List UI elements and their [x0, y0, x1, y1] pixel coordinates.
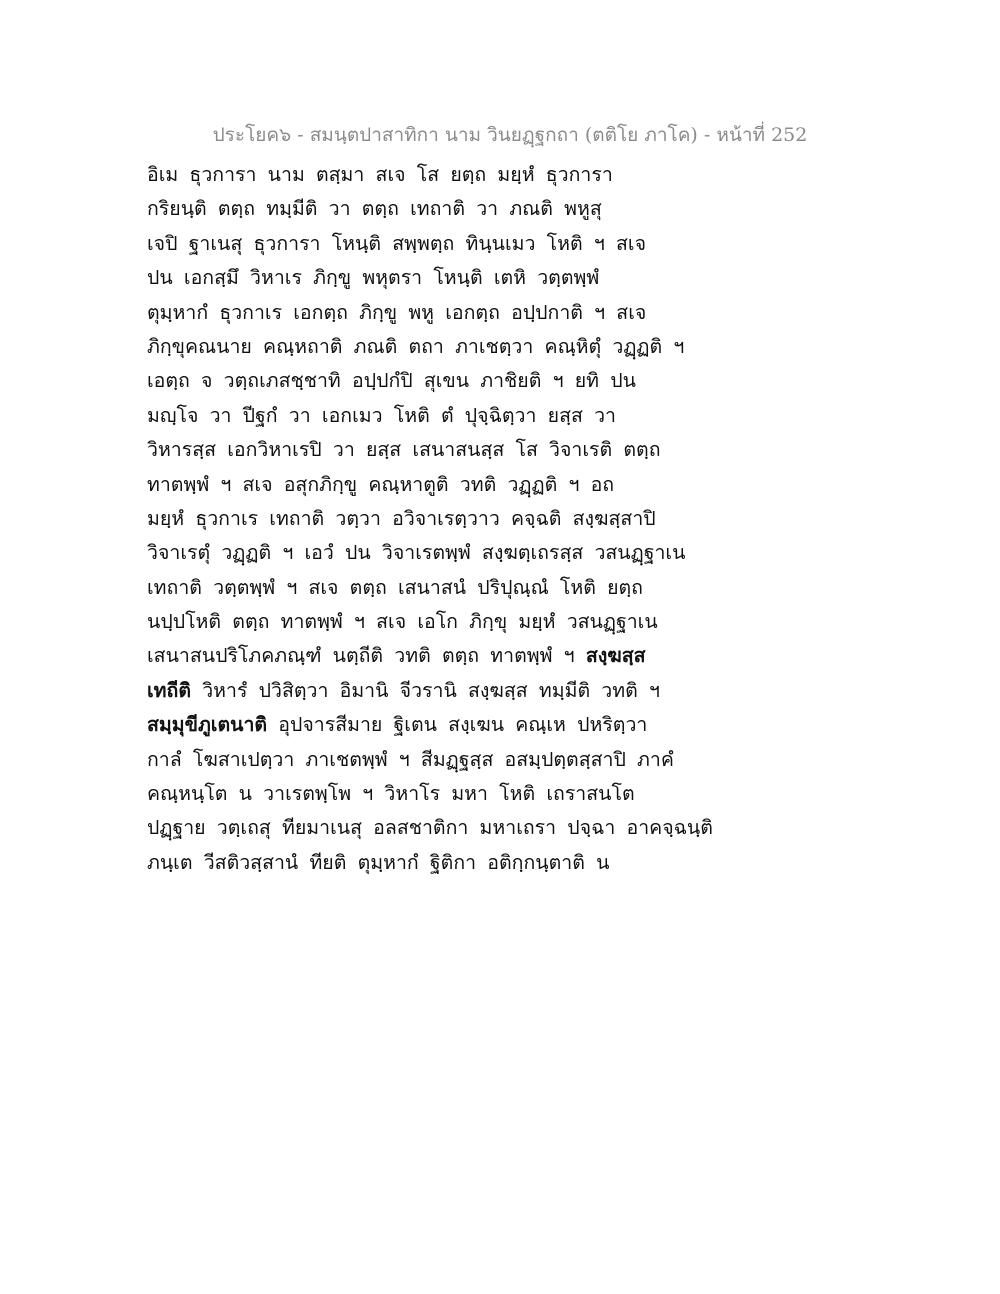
text-line: นปฺปโหติ ตตฺถ ทาตพฺพํ ฯ สเจ เอโก ภิกฺขุ มยฺหํ วสนฏฺฐาเน — [147, 610, 658, 634]
text-line: สมฺมุขีภูเตนาติ อุปจารสีมาย ฐิเตน สงฺเฆน คณฺเห ปหริตฺวา — [147, 713, 648, 737]
text-line: มยฺหํ ธุวกาเร เทถาติ วตฺวา อวิจาเรตฺวาว คจฺฉติ สงฺฆสฺสาปิ — [147, 506, 656, 530]
text-line: ปฏฺฐาย วตฺเถสุ ทียมาเนสุ อลสชาติกา มหาเถรา ปจฺฉา อาคจฺฉนฺติ — [147, 816, 713, 840]
bold-term: เทถีติ — [147, 678, 191, 702]
text-line: อิเม ธุวการา นาม ตสฺมา สเจ โส ยตฺถ มยฺหํ ธุวการา — [147, 163, 613, 186]
text-line: เสนาสนปริโภคภณฺฑํ นตฺถีติ วทติ ตตฺถ ทาตพฺพํ ฯ สงฺฆสฺส — [147, 644, 646, 668]
text-line: เอตฺถ จ วตฺถเภสชฺชาทิ อปฺปกํปิ สุเขน ภาชิยติ ฯ ยทิ ปน — [147, 369, 636, 393]
text-line: เจปิ ฐาเนสุ ธุวการา โหนฺติ สพฺพตฺถ ทินฺนเมว โหติ ฯ สเจ — [147, 231, 647, 255]
text-line: ภิกฺขุคณนาย คณฺหถาติ ภณติ ตถา ภาเชตฺวา คณฺหิตุํ วฏฺฏติ ฯ — [147, 334, 685, 358]
text-line: ทาตพฺพํ ฯ สเจ อสุกภิกฺขู คณฺหาตูติ วทติ วฏฺฏติ ฯ อถ — [147, 472, 615, 496]
text-line: กาลํ โฆสาเปตฺวา ภาเชตพฺพํ ฯ สีมฏฺฐสฺส อสมฺปตฺตสฺสาปิ ภาคํ — [147, 747, 674, 771]
text-line: ปน เอกสฺมึ วิหาเร ภิกฺขู พหุตรา โหนฺติ เตหิ วตฺตพฺพํ — [147, 266, 600, 290]
text-line: วิจาเรตุํ วฏฺฏติ ฯ เอวํ ปน วิจาเรตพฺพํ สงฺฆตฺเถรสฺส วสนฏฺฐาเน — [147, 541, 686, 565]
text-line: เทถาติ วตฺตพฺพํ ฯ สเจ ตตฺถ เสนาสนํ ปริปุณฺณํ โหติ ยตฺถ — [147, 575, 643, 599]
text-line: กริยนฺติ ตตฺถ ทมฺมีติ วา ตตฺถ เทถาติ วา ภณติ พหูสุ — [147, 197, 602, 221]
running-header: ประโยค๖ - สมนฺตปาสาทิกา นาม วินยฏฺฐกถา (ตติโย ภาโค) - หน้าที่ 252 — [212, 124, 808, 146]
text-line: คณฺหนฺโต น วาเรตพฺโพ ฯ วิหาโร มหา โหติ เถราสนโต — [147, 782, 635, 806]
text-line: เทถีติ วิหารํ ปวิสิตฺวา อิมานิ จีวรานิ สงฺฆสฺส ทมฺมีติ วทติ ฯ — [147, 678, 660, 702]
bold-term: สมฺมุขีภูเตนาติ — [147, 713, 268, 737]
body-text — [147, 158, 713, 880]
text-line: วิหารสฺส เอกวิหาเรปิ วา ยสฺส เสนาสนสฺส โส วิจาเรติ ตตฺถ — [147, 438, 661, 462]
bold-term: สงฺฆสฺส — [585, 644, 646, 668]
text-line: มญฺโจ วา ปีฐกํ วา เอกเมว โหติ ตํ ปุจฺฉิตฺวา ยสฺส วา — [147, 403, 616, 427]
text-line: ตุมฺหากํ ธุวกาเร เอกตฺถ ภิกฺขู พหู เอกตฺถ อปฺปกาติ ฯ สเจ — [147, 300, 647, 324]
text-line: ภนฺเต วีสติวสฺสานํ ทียติ ตุมฺหากํ ฐิติกา อติกฺกนฺตาติ น — [147, 850, 610, 874]
